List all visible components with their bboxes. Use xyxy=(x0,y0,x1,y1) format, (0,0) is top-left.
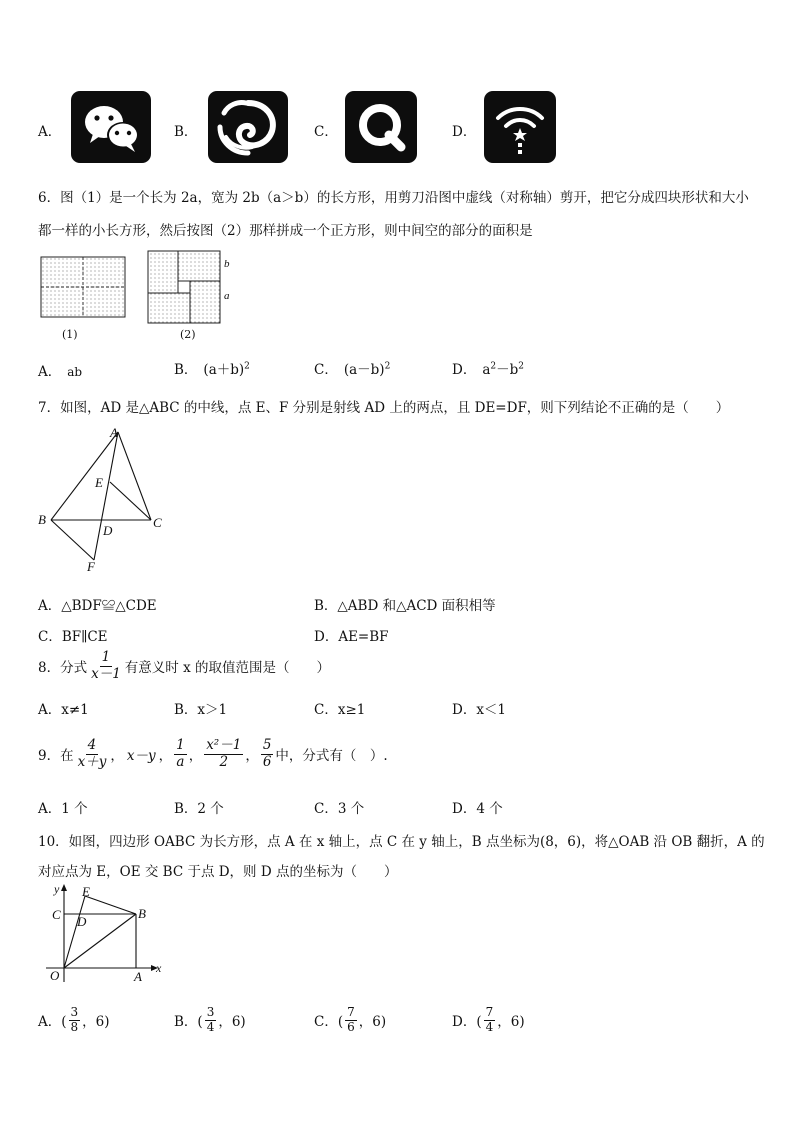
q9-option-a: A．1 个 xyxy=(38,801,88,817)
wifi-signal-icon xyxy=(484,91,556,163)
q8-stem: 8．分式 $\frac{1}{x-1}$ 有意义时 x 的取值范围是（ ） xyxy=(38,649,330,682)
q5-option-a-label: A． xyxy=(38,124,62,140)
q9-stem: 9．在 $\frac{4}{x+y}$ ， x－y ， $\frac{1}{a}$ ， $\frac{\text{x²－1}}{2}$ ， $\frac{5}{6}$ 中，分式有（ ）. xyxy=(38,737,388,770)
q7-option-d: D．AE=BF xyxy=(314,629,389,645)
q9-fraction-5: $\frac{5}{6}$ xyxy=(262,737,272,770)
q6-option-b: B． $(a+b)^2$ xyxy=(174,361,250,378)
q6-figure-2-a-label: a xyxy=(224,290,230,302)
q6-option-d: D． $a^2-b^2$ xyxy=(452,361,525,378)
q7-label-f: F xyxy=(87,559,95,574)
q10-label-d: D xyxy=(77,914,87,929)
q8-option-c: C．x≥1 xyxy=(314,702,366,718)
spiral-logo-icon xyxy=(208,91,288,163)
q9-fraction-4: $\frac{\text{x²－1}}{2}$ xyxy=(206,737,242,770)
q7-option-c: C．BF∥CE xyxy=(38,629,108,645)
q10-label-y: y xyxy=(54,882,60,896)
q6-stem-line1: 6．图（1）是一个长为 2a，宽为 2b（a＞b）的长方形，用剪刀沿图中虚线（对称轴）剪开，把它分成四块形状和大小 xyxy=(38,190,749,206)
q10-option-d: D．( $\frac{7}{4}$ ，6) xyxy=(452,1005,525,1034)
q8-option-b: B．x＞1 xyxy=(174,702,228,718)
q9-fraction-3: $\frac{1}{a}$ xyxy=(176,737,185,770)
q7-label-b: B xyxy=(38,512,46,527)
q8-option-a: A．x≠1 xyxy=(38,702,89,718)
q6-stem-line2: 都一样的小长方形，然后按图（2）那样拼成一个正方形，则中间空的部分的面积是 xyxy=(38,223,533,239)
q10-stem-line2: 对应点为 E，OE 交 BC 于点 D，则 D 点的坐标为（ ） xyxy=(38,864,398,880)
q7-label-e: E xyxy=(95,475,103,490)
q10-label-c: C xyxy=(52,907,61,922)
q6-option-c: C． $(a-b)^2$ xyxy=(314,361,391,378)
q10-label-x: x xyxy=(156,961,162,975)
q7-label-a: A xyxy=(110,425,118,440)
q10-option-a: A．( $\frac{3}{8}$ ，6) xyxy=(38,1005,110,1034)
q10-label-a: A xyxy=(134,969,142,984)
q6-figure-2-caption: (2) xyxy=(180,328,196,341)
q6-option-a: A． ab xyxy=(38,364,83,380)
q9-option-d: D．4 个 xyxy=(452,801,503,817)
q10-label-b: B xyxy=(138,906,146,921)
q7-triangle-figure xyxy=(38,424,168,574)
q5-option-d-label: D． xyxy=(452,124,477,140)
q7-option-b: B．△ABD 和△ACD 面积相等 xyxy=(314,598,496,614)
q6-figure-1-caption: (1) xyxy=(62,328,78,341)
q9-option-b: B．2 个 xyxy=(174,801,224,817)
q6-figure-2-b-label: b xyxy=(224,258,230,270)
q6-figure-2 xyxy=(146,249,222,325)
q9-fraction-1: $\frac{4}{x+y}$ xyxy=(77,737,107,770)
q10-label-o: O xyxy=(50,968,60,983)
q10-option-c: C．( $\frac{7}{6}$ ，6) xyxy=(314,1005,387,1034)
q7-label-c: C xyxy=(153,515,162,530)
q7-label-d: D xyxy=(103,523,113,538)
q8-option-d: D．x＜1 xyxy=(452,702,507,718)
wechat-icon xyxy=(71,91,151,163)
q9-option-c: C．3 个 xyxy=(314,801,365,817)
q7-stem: 7．如图，AD 是△ABC 的中线，点 E、F 分别是射线 AD 上的两点，且 DE=DF，则下列结论不正确的是（ ） xyxy=(38,400,730,416)
q6-figure-1 xyxy=(38,254,130,320)
q10-option-b: B．( $\frac{3}{4}$ ，6) xyxy=(174,1005,246,1034)
q5-option-c-label: C． xyxy=(314,124,338,140)
q10-label-e: E xyxy=(82,884,90,899)
q7-option-a: A．△BDF≌△CDE xyxy=(38,598,157,614)
q10-stem-line1: 10．如图，四边形 OABC 为长方形，点 A 在 x 轴上，点 C 在 y 轴上，B 点坐标为(8，6)，将△OAB 沿 OB 翻折，A 的 xyxy=(38,834,765,850)
search-q-icon xyxy=(345,91,417,163)
q8-fraction: $\frac{1}{x-1}$ xyxy=(91,649,121,682)
q5-option-b-label: B． xyxy=(174,124,198,140)
